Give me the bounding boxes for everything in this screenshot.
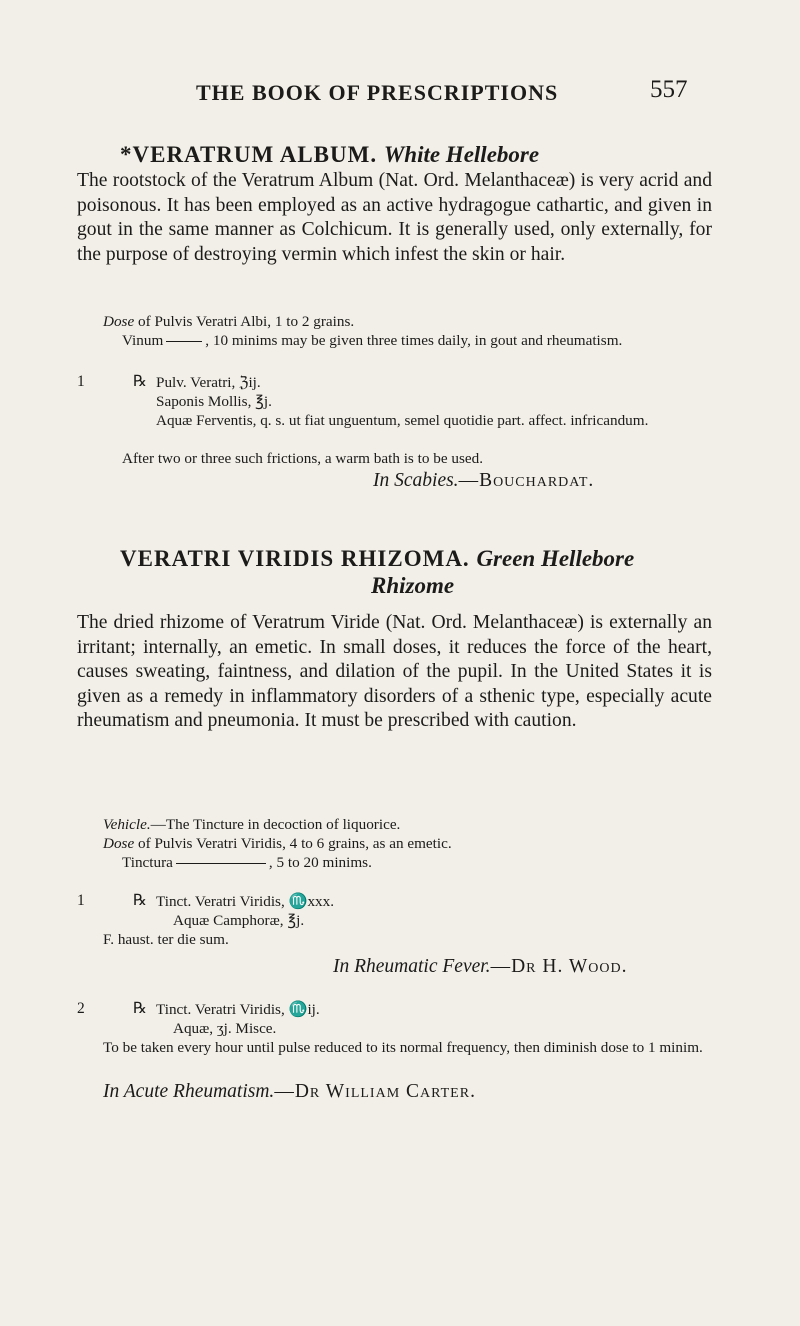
recipe-symbol: ℞ [133, 892, 147, 909]
dose-label: Dose [103, 313, 135, 330]
attribution-context: In Scabies. [373, 470, 459, 491]
section-english-name: White Hellebore [383, 142, 540, 167]
prescription-attribution [373, 470, 594, 492]
recipe-symbol: ℞ [133, 1000, 147, 1017]
page-number: 557 [650, 76, 688, 103]
dose-text: of Pulvis Veratri Albi, 1 to 2 grains. [138, 313, 355, 330]
section-title-text: VERATRI VIRIDIS RHIZOMA. [120, 546, 470, 571]
section-title-veratri-viridis [120, 546, 634, 572]
tinctura-text: , 5 to 20 minims. [268, 854, 372, 871]
section-title-veratrum-album [120, 142, 539, 168]
tinctura-label: Tinctura [122, 854, 173, 871]
section-title-text: *VERATRUM ALBUM. [120, 142, 378, 167]
attribution-context: In Rheumatic Fever. [333, 956, 491, 977]
recipe-symbol: ℞ [133, 373, 147, 390]
attribution-author: —Dr William Carter. [274, 1081, 476, 1102]
rx-line: Pulv. Veratri, ℨij. [156, 374, 261, 391]
running-title: THE BOOK OF PRESCRIPTIONS [196, 80, 559, 105]
vinum-label: Vinum [122, 332, 164, 349]
section-english-name-line2 [371, 573, 454, 599]
rx-line: Aquæ Camphoræ, ℥j. [173, 912, 305, 929]
attribution-author: —Bouchardat. [458, 470, 595, 491]
section-english-name: Rhizome [371, 573, 455, 598]
dash-rule [166, 341, 202, 342]
section-body: The rootstock of the Veratrum Album (Nat. Ord. Melanthaceæ) is very acrid and poisonous. It has been employed as an active hydragogue cathartic, and given in gout in the same manner as Colchicum. It is generally used, only externally, for the purpose of destroying vermin which infest the skin or hair. [77, 170, 712, 265]
dose-label: Dose [103, 835, 135, 852]
prescription-number: 1 [77, 892, 85, 909]
prescription-number: 2 [77, 1000, 85, 1017]
dose-line [103, 834, 713, 853]
section-english-name: Green Hellebore [476, 546, 635, 571]
prescription-attribution [103, 1081, 476, 1103]
dose-text: of Pulvis Veratri Viridis, 4 to 6 grains, as an emetic. [138, 835, 452, 852]
vinum-line [122, 331, 712, 350]
section-body: The dried rhizome of Veratrum Viride (Nat. Ord. Melanthaceæ) is externally an irritant; internally, an emetic. In small doses, it reduces the force of the heart, causes sweating, faintness, and dilation of the pupil. In the United States it is given as a remedy in inflammatory disorders of a sthenic type, especially acute rheumatism and pneumonia. It must be prescribed with caution. [77, 612, 712, 731]
rx-line: Saponis Mollis, ℥j. [156, 393, 272, 410]
dose-line [103, 312, 713, 331]
vinum-text: , 10 minims may be given three times daily, in gout and rheumatism. [205, 332, 623, 349]
rx-note: To be taken every hour until pulse reduced to its normal frequency, then diminish dose to 1 minim. [103, 1039, 703, 1056]
prescription-attribution [333, 956, 627, 978]
rx-line: Aquæ, ʒj. Misce. [173, 1020, 277, 1037]
rx-line: Tinct. Veratri Viridis, ♏ij. [156, 1001, 320, 1018]
dash-rule [176, 863, 266, 864]
attribution-author: —Dr H. Wood. [490, 956, 628, 977]
rx-line: Tinct. Veratri Viridis, ♏xxx. [156, 893, 335, 910]
vehicle-text: —The Tincture in decoction of liquorice. [150, 816, 401, 833]
vehicle-line [103, 815, 713, 834]
rx-line: Aquæ Ferventis, q. s. ut fiat unguentum, semel quotidie part. affect. infricandum. [156, 412, 649, 429]
attribution-context: In Acute Rheumatism. [103, 1081, 275, 1102]
tinctura-line [122, 853, 712, 872]
prescription-number: 1 [77, 373, 85, 390]
rx-line: F. haust. ter die sum. [103, 931, 229, 948]
vehicle-label: Vehicle. [103, 816, 151, 833]
rx-note: After two or three such frictions, a warm bath is to be used. [122, 450, 484, 467]
